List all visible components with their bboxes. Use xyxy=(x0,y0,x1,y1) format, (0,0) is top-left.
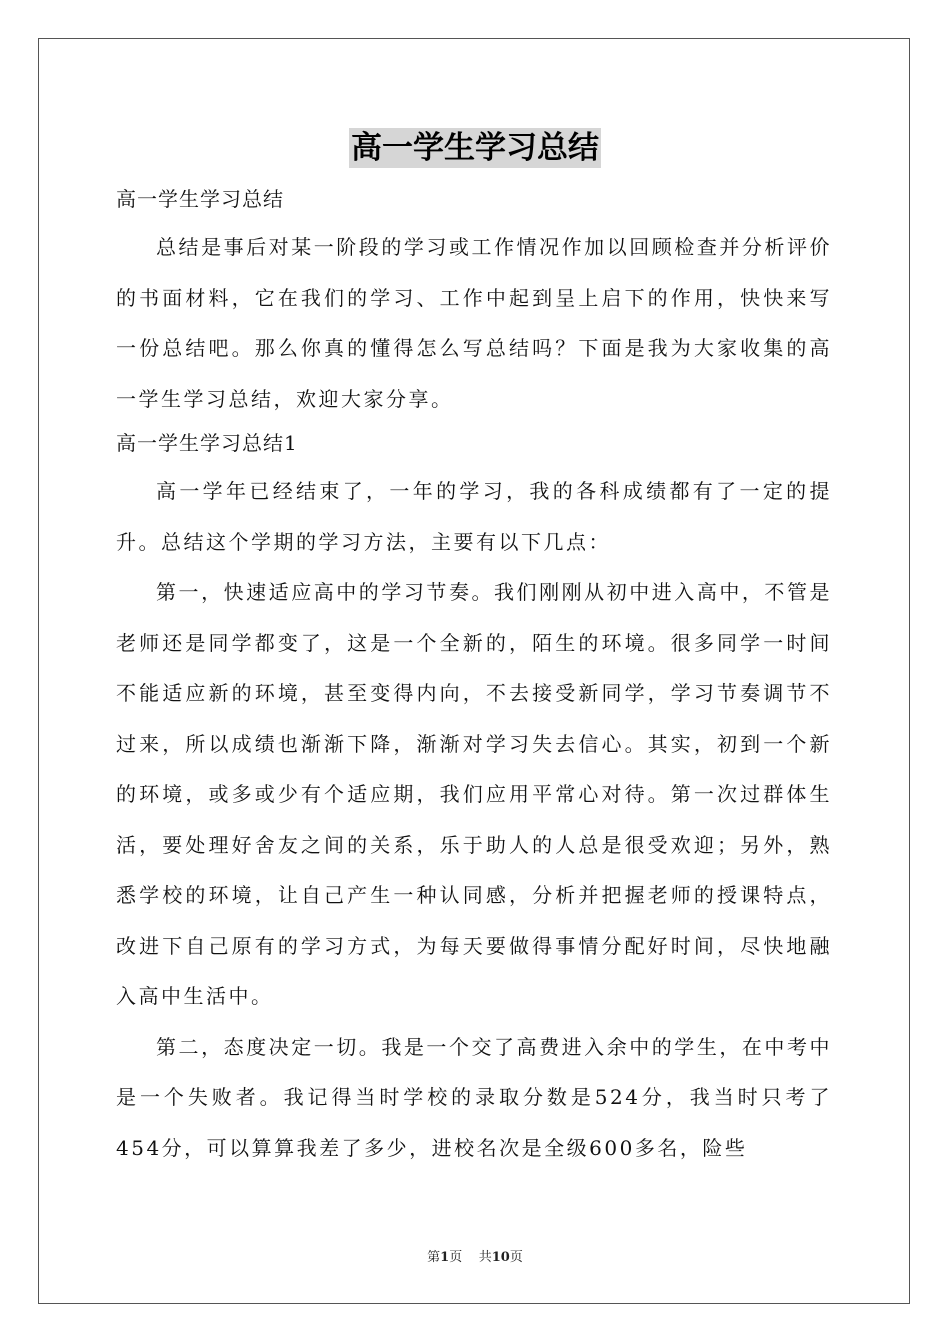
body-paragraph-1: 高一学年已经结束了，一年的学习，我的各科成绩都有了一定的提升。总结这个学期的学习方法，主要有以下几点： xyxy=(116,479,832,554)
body-paragraph-3: 第二，态度决定一切。我是一个交了高费进入余中的学生，在中考中是一个失败者。我记得当时学校的录取分数是524分，我当时只考了454分，可以算算我差了多少，进校名次是全级600多名，险些 xyxy=(116,1034,832,1160)
footer-total-prefix: 共 xyxy=(478,1250,492,1265)
footer-total-pages: 10 xyxy=(491,1250,510,1265)
document-body xyxy=(116,180,832,1173)
footer-total-suffix: 页 xyxy=(509,1250,523,1265)
intro-paragraph: 总结是事后对某一阶段的学习或工作情况作加以回顾检查并分析评价的书面材料，它在我们的学习、工作中起到呈上启下的作用，快快来写一份总结吧。那么你真的懂得怎么写总结吗？下面是我为大家收集的高一学生学习总结，欢迎大家分享。 xyxy=(116,235,832,411)
footer-page-suffix: 页 xyxy=(449,1250,463,1265)
section-heading-1: 高一学生学习总结1 xyxy=(116,431,298,455)
body-paragraph-2: 第一，快速适应高中的学习节奏。我们刚刚从初中进入高中，不管是老师还是同学都变了，这是一个全新的，陌生的环境。很多同学一时间不能适应新的环境，甚至变得内向，不去接受新同学，学习节奏调节不过来，所以成绩也渐渐下降，渐渐对学习失去信心。其实，初到一个新的环境，或多或少有个适应期，我们应用平常心对待。第一次过群体生活，要处理好舍友之间的关系，乐于助人的人总是很受欢迎；另外，熟悉学校的环境，让自己产生一种认同感，分析并把握老师的授课特点，改进下自己原有的学习方式，为每天要做得事情分配好时间，尽快地融入高中生活中。 xyxy=(116,580,832,1008)
footer-page-number: 1 xyxy=(440,1250,450,1265)
document-subtitle: 高一学生学习总结 xyxy=(116,187,284,211)
page-footer xyxy=(0,1246,950,1265)
title-wrapper xyxy=(0,128,950,168)
footer-page-prefix: 第 xyxy=(427,1250,441,1265)
document-title: 高一学生学习总结 xyxy=(351,130,599,166)
